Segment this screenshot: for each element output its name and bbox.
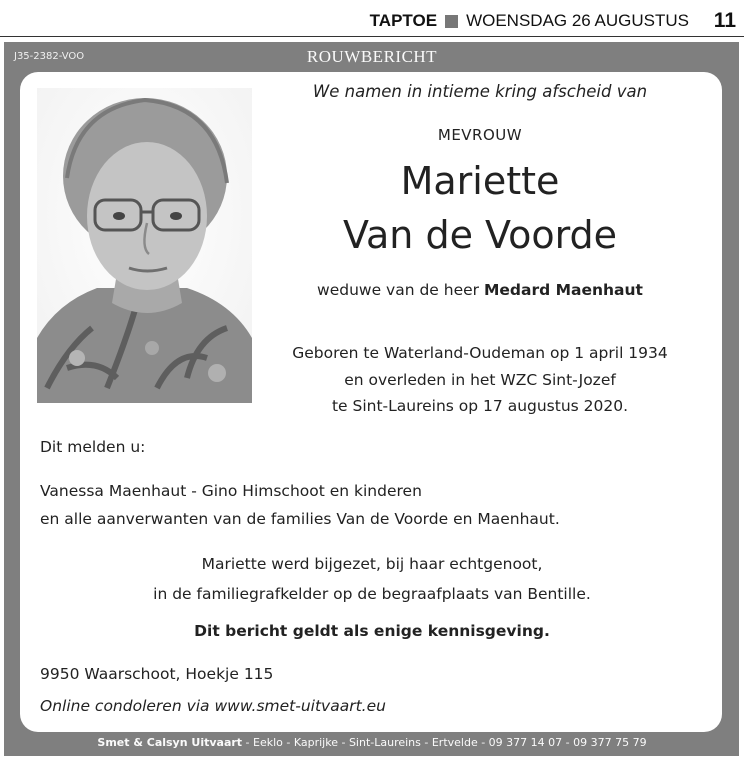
funeral-home-name: Smet & Calsyn Uitvaart: [97, 736, 243, 749]
portrait-photo: [37, 88, 252, 403]
burial-line: Mariette werd bijgezet, bij haar echtgenoot,: [201, 555, 543, 573]
family-line: en alle aanverwanten van de families Van de Voorde en Maenhaut.: [40, 510, 560, 528]
sole-notice: Dit bericht geldt als enige kennisgeving.: [194, 622, 550, 640]
spouse-name: Medard Maenhaut: [483, 281, 643, 299]
widow-prefix: weduwe van de heer: [317, 281, 480, 299]
family-line: Vanessa Maenhaut - Gino Himschoot en kinderen: [40, 482, 422, 500]
deceased-last-name: Van de Voorde: [342, 213, 618, 257]
birth-death-block: [260, 340, 700, 420]
funeral-home-footer: [0, 736, 744, 749]
publication-name: TAPTOE: [369, 11, 438, 30]
issue-date: WOENSDAG 26 AUGUSTUS: [466, 11, 689, 30]
birth-line: Geboren te Waterland-Oudeman op 1 april 1934: [292, 344, 668, 362]
online-condolence-line: Online condoleren via www.smet-uitvaart.eu: [40, 697, 386, 715]
page-number: 11: [713, 9, 736, 32]
intro-line: We namen in intieme kring afscheid van: [312, 82, 648, 101]
address: 9950 Waarschoot, Hoekje 115: [40, 665, 274, 683]
widow-line: [270, 281, 690, 299]
burial-block: [40, 549, 704, 609]
newspaper-header: [0, 0, 744, 37]
funeral-home-details: - Eeklo - Kaprijke - Sint-Laureins - Ertvelde - 09 377 14 07 - 09 377 75 79: [242, 736, 647, 749]
burial-line: in de familiegrafkelder op de begraafplaats van Bentille.: [153, 585, 591, 603]
reference-code: J35-2382-VOO: [14, 51, 85, 62]
death-place-line: te Sint-Laureins op 17 augustus 2020.: [331, 397, 629, 415]
salutation: MEVROUW: [437, 126, 523, 144]
header-line: [370, 11, 689, 31]
section-title: ROUWBERICHT: [306, 47, 438, 66]
deceased-first-name: Mariette: [400, 159, 560, 203]
square-separator-icon: [445, 15, 458, 28]
death-line: en overleden in het WZC Sint-Jozef: [344, 370, 616, 389]
announce-label: Dit melden u:: [40, 438, 146, 456]
